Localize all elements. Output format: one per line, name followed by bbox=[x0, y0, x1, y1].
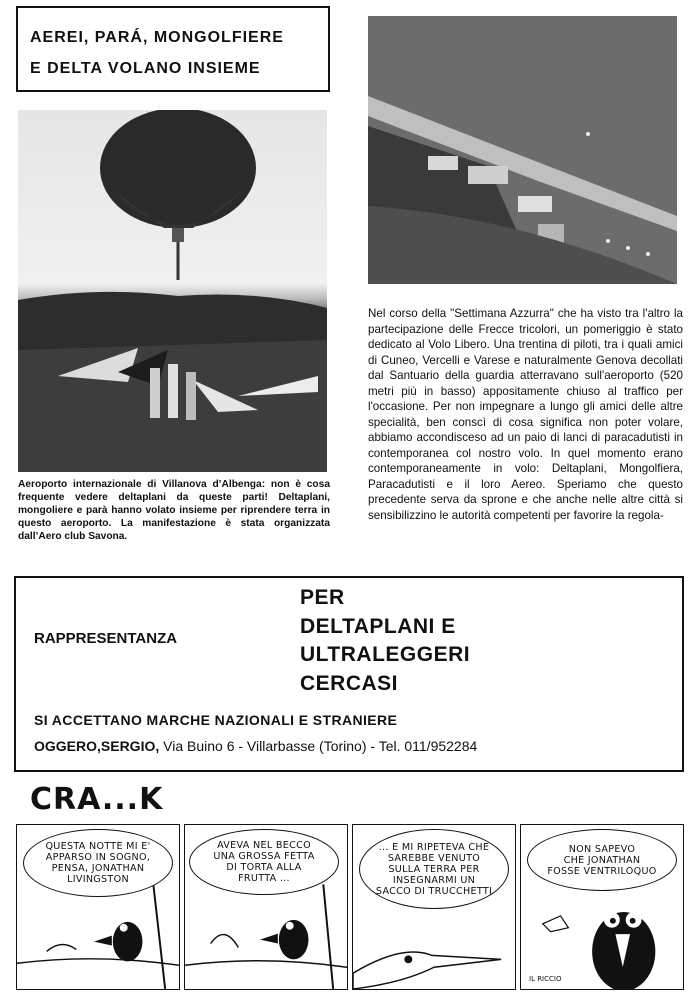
bubble-line: ... E MI RIPETEVA CHE bbox=[378, 841, 490, 853]
classified-ad bbox=[14, 576, 684, 772]
bubble-line: PENSA, JONATHAN bbox=[51, 863, 145, 874]
bubble-line: SACCO DI TRUCCHETTI bbox=[375, 885, 493, 897]
photo-caption: Aeroporto internazionale di Villanova d’Albenga: non è cosa frequente vedere deltaplani da queste parti! Deltaplani, mongoliere e parà hanno volato insieme per riprendere terra in questo aeroporto. La manifestazione è stata organizzata dall’Aero club Savona. bbox=[18, 479, 330, 542]
airport-photo-art bbox=[368, 16, 677, 284]
ad-contact-line bbox=[34, 738, 477, 754]
bubble-line: INSEGNARMI UN bbox=[392, 874, 476, 886]
bubble-line: UNA GROSSA FETTA bbox=[213, 851, 315, 862]
ad-headline-line: CERCASI bbox=[300, 671, 399, 695]
bubble-line: CHE JONATHAN bbox=[563, 854, 641, 866]
bubble-line: DI TORTA ALLA bbox=[226, 862, 302, 873]
ad-representation-label: RAPPRESENTANZA bbox=[34, 630, 178, 647]
bubble-line: LIVINGSTON bbox=[67, 874, 129, 885]
hot-air-balloon-photo bbox=[18, 110, 327, 472]
ad-headline bbox=[300, 584, 470, 698]
bubble-line: AVEVA NEL BECCO bbox=[217, 840, 311, 851]
comic-title: CRA...K bbox=[30, 782, 164, 817]
bubble-line: QUESTA NOTTE MI E' bbox=[45, 841, 151, 852]
headline-line-1: AEREI, PARÁ, MONGOLFIERE bbox=[30, 29, 284, 46]
bubble-line: FRUTTA ... bbox=[238, 873, 290, 884]
speech-bubble-1 bbox=[23, 829, 173, 897]
speech-bubble-4 bbox=[527, 829, 677, 891]
article-headline bbox=[16, 6, 330, 92]
bubble-line: APPARSO IN SOGNO, bbox=[45, 852, 151, 863]
ad-contact-name: OGGERO,SERGIO, bbox=[34, 738, 160, 754]
bubble-line: SULLA TERRA PER bbox=[388, 863, 480, 875]
bubble-line: SAREBBE VENUTO bbox=[387, 852, 481, 864]
article-body: Nel corso della "Settimana Azzurra" che ha visto tra l'altro la partecipazione delle Frecce tricolori, un pomeriggio è stato dedicato al Volo Libero. Una trentina di piloti, tra i quali amici di Cuneo, Vercelli e Varese e naturalmente Genova decollati dal Santuario della guardia atterravano sull'aeroporto (520 metri più in basso) appositamente chiuso al traffico per l'occasione. Per non impegnare a lungo gli amici delle altre specialità, ben conscì di cosa significa non poter volare, abbiamo accondisceso ad un paio di lanci di paracadutisti in contemporanea col nostro volo. In quel momento erano contemporaneamente in volo: Deltaplani, Mongolfiera, Paracadutisti e il loro Aereo. Speriamo che questo precedente serva da sprone e che anche nelle altre città si sensibilizzino le autorità competenti per favorire la regola- bbox=[368, 307, 683, 522]
comic-panel-1 bbox=[16, 824, 180, 990]
comic-panel-2 bbox=[184, 824, 348, 990]
bubble-line: FOSSE VENTRILOQUO bbox=[547, 865, 657, 877]
comic-panel-3 bbox=[352, 824, 516, 990]
aerial-airport-photo bbox=[368, 16, 677, 284]
comic-panel-4 bbox=[520, 824, 684, 990]
comic-signature: IL RICCIO bbox=[529, 975, 562, 983]
speech-bubble-2 bbox=[189, 829, 339, 895]
ad-brands-line: SI ACCETTANO MARCHE NAZIONALI E STRANIERE bbox=[34, 712, 398, 728]
ad-headline-line: PER bbox=[300, 586, 345, 609]
speech-bubble-3 bbox=[359, 829, 509, 909]
ad-contact-address: Via Buino 6 - Villarbasse (Torino) - Tel. 011/952284 bbox=[163, 738, 478, 754]
balloon-photo-art bbox=[18, 110, 327, 472]
bubble-line: NON SAPEVO bbox=[568, 843, 636, 855]
ad-headline-line: DELTAPLANI E bbox=[300, 614, 456, 638]
ad-headline-line: ULTRALEGGERI bbox=[300, 643, 471, 666]
headline-line-2: E DELTA VOLANO INSIEME bbox=[30, 60, 261, 77]
